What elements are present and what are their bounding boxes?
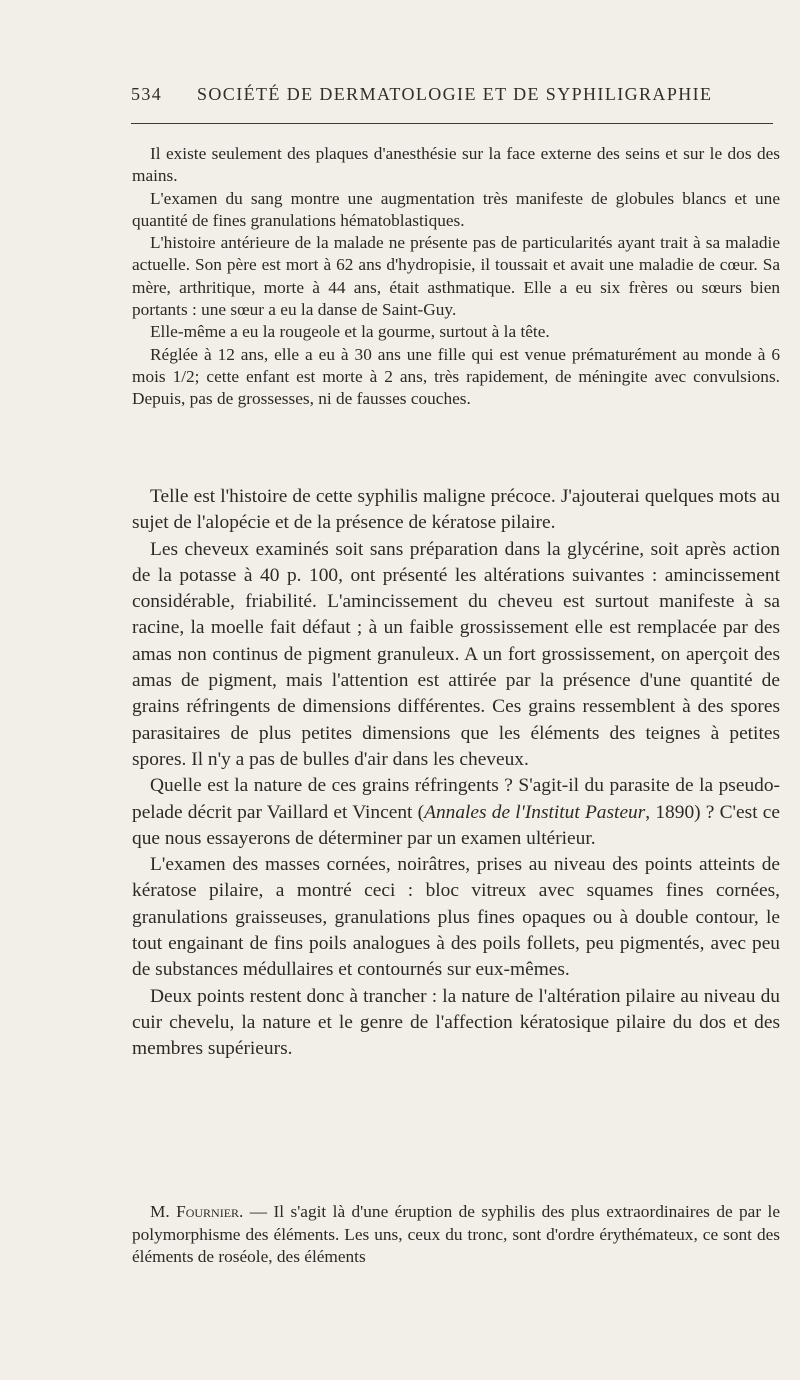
paragraph-hair-exam: Les cheveux examinés soit sans préparation dans la glycérine, soit après action de la potasse à 40 p. 100, ont présenté les altérations suivantes : amincissement considérable, friabilité. L'amincissement du cheveu est surtout manifeste à sa racine, la moelle fait défaut ; à un faible grossissement elle est remplacée par des amas non continus de pigment granuleux. A un fort grossissement, on aperçoit des amas de pigment, mais l'attention est attirée par la présence d'une quantité de grains réfringents de dimensions différentes. Ces grains ressemblent à des spores parasitaires de plus petites dimensions que les éléments des teignes à petites spores. Il n'y a pas de bulles d'air dans les cheveux. — [132, 538, 780, 770]
reply-text: Il s'agit là d'une éruption de syphilis des plus extraordinaires de par le polymorphisme des éléments. Les uns, ceux du tronc, sont d'ordre érythémateux, ce sont des éléments de roséole, des éléments — [132, 1202, 780, 1267]
pseudo-pelade-text-end: , 1890) ? C'est ce que nous essayerons de déterminer par un examen ultérieur. — [132, 801, 780, 849]
case-history-block — [132, 143, 780, 411]
running-header — [131, 84, 771, 110]
paragraph-obstetric-history: Réglée à 12 ans, elle a eu à 30 ans une fille qui est venue prématurément au monde à 6 mois 1/2; cette enfant est morte à 2 ans, très rapidement, de méningite avec convulsions. Depuis, pas de grossesses, ni de fausses couches. — [132, 344, 780, 409]
paragraph-pseudo-pelade — [132, 773, 780, 852]
paragraph-summary: Telle est l'histoire de cette syphilis maligne précoce. J'ajouterai quelques mots au sujet de l'alopécie et de la présence de kératose pilaire. — [132, 486, 780, 534]
journal-citation: Annales de l'Institut Pasteur — [424, 801, 646, 823]
pseudo-pelade-text-start: Quelle est la nature de ces grains réfringents ? S'agit-il du parasite de la pseudo-pelade décrit par Vaillard et Vincent ( — [132, 775, 780, 823]
fournier-reply-block — [132, 1201, 780, 1269]
page-number: 534 — [131, 84, 163, 104]
running-title: SOCIÉTÉ DE DERMATOLOGIE ET DE SYPHILIGRAPHIE — [197, 84, 713, 104]
speaker-dash: — — [243, 1202, 274, 1221]
paragraph-anesthesia: Il existe seulement des plaques d'anesthésie sur la face externe des seins et sur le dos des mains. — [132, 144, 780, 186]
paragraph-keratosis-exam: L'examen des masses cornées, noirâtres, prises au niveau des points atteints de kératose pilaire, a montré ceci : bloc vitreux avec squames fines cornées, granulations graisseuses, granulations plus fines opaques ou à double contour, le tout engainant de fins poils analogues à des poils follets, peu pigmentés, avec peu de substances médullaires et contournés sur eux-mêmes. — [132, 854, 780, 981]
paragraph-blood-exam: L'examen du sang montre une augmentation très manifeste de globules blancs et une quantité de fines granulations hématoblastiques. — [132, 188, 780, 230]
discussion-block — [132, 484, 780, 1063]
paragraph-conclusion: Deux points restent donc à trancher : la nature de l'altération pilaire au niveau du cuir chevelu, la nature et le genre de l'affection kératosique pilaire du dos et des membres supérieurs. — [132, 985, 780, 1060]
paragraph-childhood-illness: Elle-même a eu la rougeole et la gourme, surtout à la tête. — [150, 322, 550, 342]
paragraph-fournier-reply — [132, 1201, 780, 1269]
speaker-name: M. Fournier. — [150, 1202, 244, 1221]
header-rule — [131, 123, 773, 124]
paragraph-family-history: L'histoire antérieure de la malade ne présente pas de particularités ayant trait à sa maladie actuelle. Son père est mort à 62 ans d'hydropisie, il toussait et avait une maladie de cœur. Sa mère, arthritique, morte à 44 ans, était asthmatique. Elle a eu six frères ou sœurs bien portants : une sœur a eu la danse de Saint-Guy. — [132, 233, 780, 320]
